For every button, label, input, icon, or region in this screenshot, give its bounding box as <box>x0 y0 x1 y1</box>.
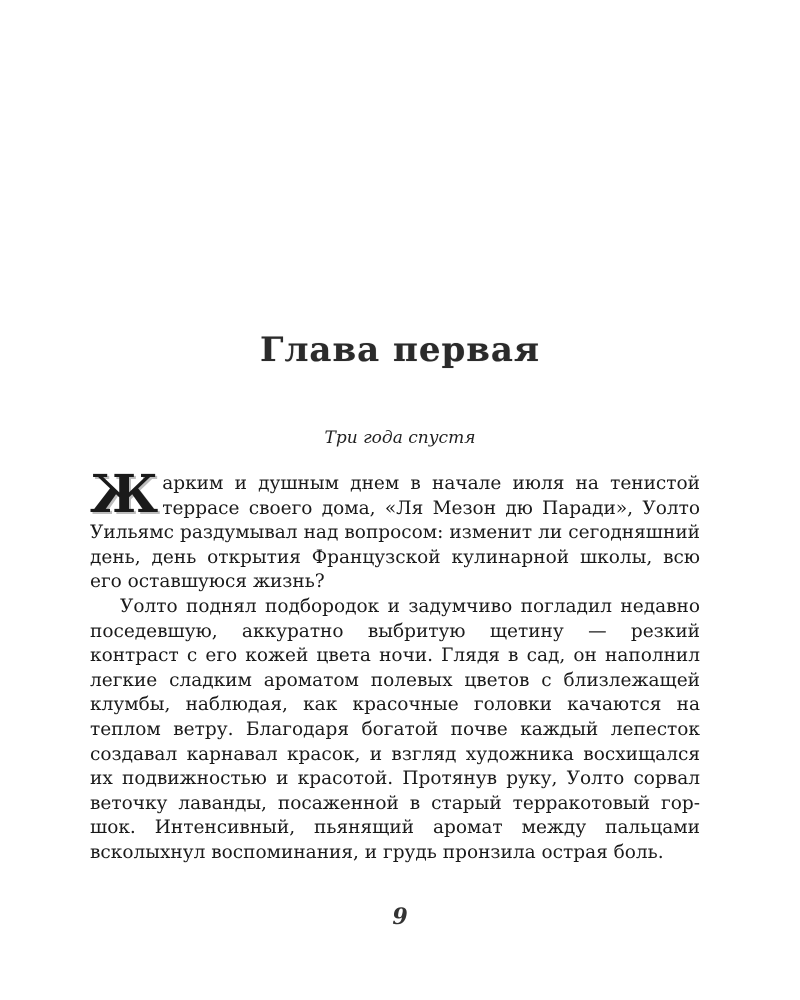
drop-cap: Ж <box>90 464 159 525</box>
paragraph-1-text: арким и душным днем в начале июля на тенистой террасе своего дома, «Ля Мезон дю Паради», Уолто Уильямс раздумывал над вопросом: изменит ли сегодняшний день, день открытия Французской кулинарной школы, всю его оставшуюся жизнь? <box>90 473 700 593</box>
paragraph-1 <box>90 464 700 595</box>
chapter-subtitle: Три года спустя <box>324 428 476 448</box>
body-text <box>90 464 700 866</box>
chapter-title: Глава первая <box>259 330 541 370</box>
page-number: 9 <box>392 904 408 930</box>
paragraph-2 <box>90 595 700 866</box>
paragraph-2-text: Уолто поднял подбородок и задумчиво погладил недавно поседевшую, аккуратно выбритую щетину — резкий контраст с его кожей цвета ночи. Глядя в сад, он наполнил легкие сладким ароматом полевых цветов с близлежащей клумбы, наблюдая, как красочные головки качаются на теплом ветру. Благодаря богатой почве каждый лепесток создавал карнавал красок, и взгляд художника восхищался их подвижностью и красотой. Протянув руку, Уолто сорвал веточку лаванды, посаженной в старый терракотовый горшок. Интенсивный, пьянящий аромат между пальцами всколыхнул воспоминания, и грудь пронзила острая боль. <box>90 595 700 863</box>
